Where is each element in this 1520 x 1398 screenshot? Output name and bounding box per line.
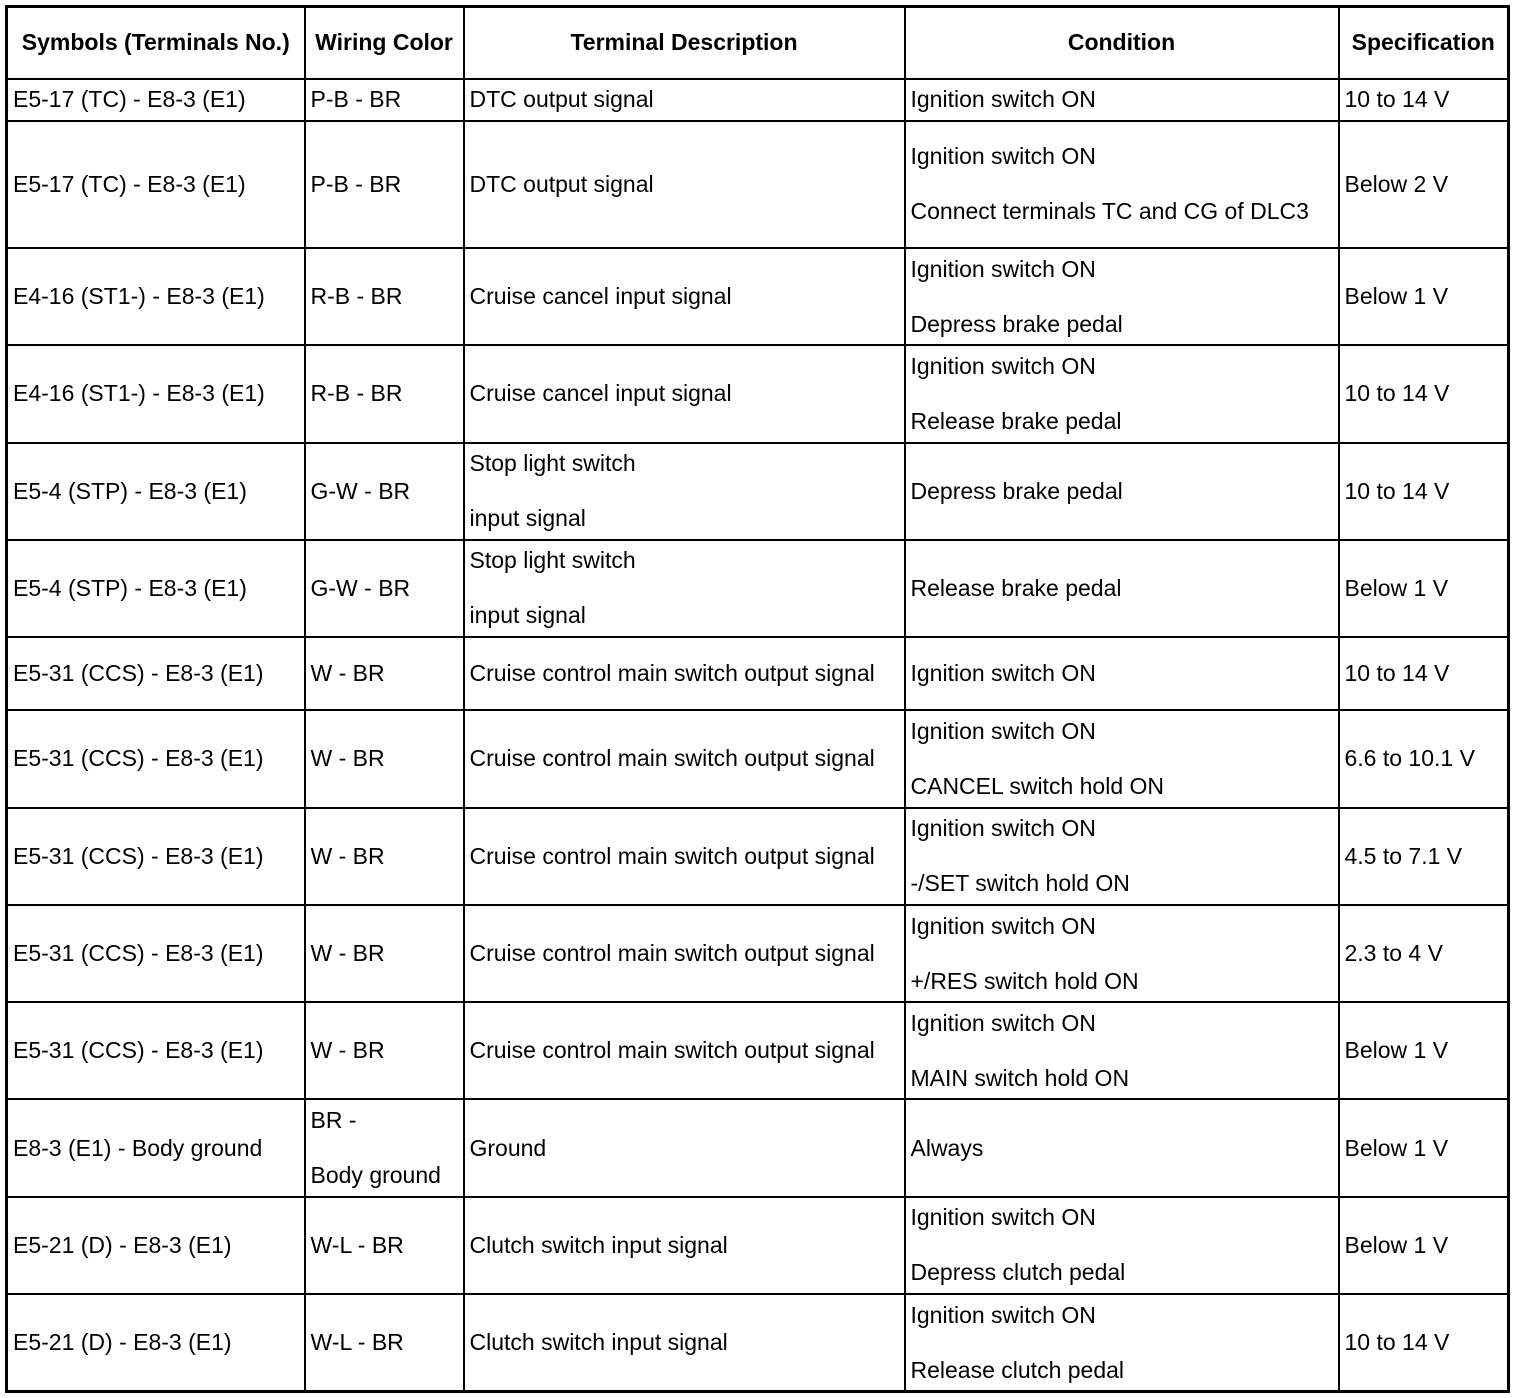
condition-line: Ignition switch ON [910,86,1096,113]
wiring-color-line: G-W - BR [310,477,411,504]
cell-terminal-description [464,637,905,710]
header-specification: Specification [1339,7,1509,79]
cell-wiring-color [305,808,464,905]
cell-condition [905,345,1339,442]
table-row [7,1099,1509,1196]
table-row [7,345,1509,442]
table-header [7,7,1509,79]
cell-specification: Below 1 V [1339,1099,1509,1196]
table-row [7,540,1509,637]
cell-specification: 2.3 to 4 V [1339,905,1509,1002]
cell-terminal-description [464,710,905,807]
terminal-description-line: Clutch switch input signal [469,1231,728,1258]
wiring-color-line: W - BR [310,1037,385,1064]
terminal-description-line: Cruise control main switch output signal [469,660,875,687]
table-row [7,1002,1509,1099]
cell-wiring-color [305,79,464,121]
cell-symbols: E5-17 (TC) - E8-3 (E1) [7,79,305,121]
table-row [7,1197,1509,1294]
cell-wiring-color [305,248,464,345]
terminal-description-line: input signal [469,602,586,629]
cell-symbols: E5-17 (TC) - E8-3 (E1) [7,121,305,248]
condition-line: Ignition switch ON [910,1301,1096,1328]
cell-condition [905,1197,1339,1294]
cell-wiring-color [305,1294,464,1391]
condition-line: Ignition switch ON [910,352,1096,379]
wiring-color-line: W - BR [310,940,385,967]
condition-line: Ignition switch ON [910,1204,1096,1231]
header-symbols: Symbols (Terminals No.) [7,7,305,79]
cell-specification: 10 to 14 V [1339,637,1509,710]
cell-specification: 10 to 14 V [1339,443,1509,540]
cell-condition [905,1099,1339,1196]
terminal-description-line: Stop light switch [469,547,636,574]
table-row [7,808,1509,905]
cell-specification: 10 to 14 V [1339,1294,1509,1391]
cell-wiring-color [305,1197,464,1294]
cell-condition [905,710,1339,807]
table-row [7,905,1509,1002]
header-condition: Condition [905,7,1339,79]
table-row [7,79,1509,121]
cell-specification: Below 1 V [1339,540,1509,637]
cell-specification: Below 1 V [1339,248,1509,345]
cell-condition [905,121,1339,248]
condition-line: Release brake pedal [910,407,1122,434]
cell-specification: 4.5 to 7.1 V [1339,808,1509,905]
condition-line: Depress clutch pedal [910,1259,1126,1286]
cell-terminal-description [464,808,905,905]
cell-terminal-description [464,905,905,1002]
cell-condition [905,637,1339,710]
cell-condition [905,905,1339,1002]
cell-specification: 10 to 14 V [1339,345,1509,442]
condition-line: Ignition switch ON [910,143,1096,170]
wiring-color-line: G-W - BR [310,574,411,601]
wiring-color-line: W-L - BR [310,1329,404,1356]
terminal-description-line: Cruise control main switch output signal [469,745,875,772]
cell-symbols: E4-16 (ST1-) - E8-3 (E1) [7,345,305,442]
cell-terminal-description [464,1002,905,1099]
table-row [7,637,1509,710]
condition-line: Ignition switch ON [910,912,1096,939]
cell-wiring-color [305,345,464,442]
cell-symbols: E4-16 (ST1-) - E8-3 (E1) [7,248,305,345]
table-row [7,248,1509,345]
cell-condition [905,1294,1339,1391]
terminal-description-line: Clutch switch input signal [469,1329,728,1356]
terminal-description-line: Stop light switch [469,450,636,477]
terminal-description-line: Cruise cancel input signal [469,283,732,310]
cell-symbols: E8-3 (E1) - Body ground [7,1099,305,1196]
wiring-color-line: Body ground [310,1162,441,1189]
header-row [7,7,1509,79]
cell-wiring-color [305,121,464,248]
terminal-description-line: Cruise control main switch output signal [469,1037,875,1064]
cell-wiring-color [305,905,464,1002]
header-terminal-description: Terminal Description [464,7,905,79]
wiring-color-line: BR - [310,1107,357,1134]
cell-symbols: E5-31 (CCS) - E8-3 (E1) [7,637,305,710]
wiring-color-line: W - BR [310,745,385,772]
condition-line: Ignition switch ON [910,815,1096,842]
cell-symbols: E5-31 (CCS) - E8-3 (E1) [7,1002,305,1099]
cell-terminal-description [464,345,905,442]
cell-wiring-color [305,443,464,540]
wiring-color-line: W-L - BR [310,1231,404,1258]
wiring-color-line: R-B - BR [310,380,403,407]
cell-condition [905,443,1339,540]
condition-line: Ignition switch ON [910,717,1096,744]
condition-line: CANCEL switch hold ON [910,772,1165,799]
cell-terminal-description [464,1197,905,1294]
cell-condition [905,1002,1339,1099]
header-wiring-color: Wiring Color [305,7,464,79]
wiring-color-line: P-B - BR [310,86,402,113]
condition-line: Ignition switch ON [910,660,1096,687]
wiring-color-line: R-B - BR [310,283,403,310]
condition-line: Depress brake pedal [910,477,1123,504]
terminal-description-line: DTC output signal [469,170,654,197]
terminal-description-line: Cruise control main switch output signal [469,842,875,869]
cell-specification: Below 1 V [1339,1197,1509,1294]
terminal-description-line: Cruise cancel input signal [469,380,732,407]
table-row [7,1294,1509,1391]
cell-terminal-description [464,443,905,540]
condition-line: Release clutch pedal [910,1356,1125,1383]
wiring-color-line: W - BR [310,660,385,687]
cell-symbols: E5-31 (CCS) - E8-3 (E1) [7,710,305,807]
cell-symbols: E5-31 (CCS) - E8-3 (E1) [7,808,305,905]
condition-line: Connect terminals TC and CG of DLC3 [910,198,1309,225]
cell-condition [905,540,1339,637]
cell-wiring-color [305,1099,464,1196]
cell-specification: 6.6 to 10.1 V [1339,710,1509,807]
table-body [7,79,1509,1392]
cell-symbols: E5-4 (STP) - E8-3 (E1) [7,443,305,540]
cell-wiring-color [305,710,464,807]
cell-condition [905,808,1339,905]
cell-condition [905,79,1339,121]
terminal-spec-table [5,5,1510,1393]
cell-wiring-color [305,637,464,710]
cell-symbols: E5-21 (D) - E8-3 (E1) [7,1294,305,1391]
terminal-description-line: DTC output signal [469,86,654,113]
condition-line: -/SET switch hold ON [910,870,1130,897]
table-row [7,443,1509,540]
cell-specification: Below 1 V [1339,1002,1509,1099]
condition-line: Depress brake pedal [910,310,1123,337]
condition-line: MAIN switch hold ON [910,1064,1130,1091]
cell-condition [905,248,1339,345]
cell-terminal-description [464,248,905,345]
cell-specification: Below 2 V [1339,121,1509,248]
cell-terminal-description [464,540,905,637]
wiring-color-line: P-B - BR [310,170,402,197]
condition-line: +/RES switch hold ON [910,967,1139,994]
cell-specification: 10 to 14 V [1339,79,1509,121]
cell-terminal-description [464,1099,905,1196]
condition-line: Ignition switch ON [910,255,1096,282]
cell-terminal-description [464,1294,905,1391]
cell-symbols: E5-31 (CCS) - E8-3 (E1) [7,905,305,1002]
table-row [7,121,1509,248]
condition-line: Ignition switch ON [910,1009,1096,1036]
terminal-description-line: input signal [469,505,586,532]
cell-symbols: E5-4 (STP) - E8-3 (E1) [7,540,305,637]
cell-terminal-description [464,121,905,248]
cell-wiring-color [305,540,464,637]
terminal-description-line: Ground [469,1134,547,1161]
cell-wiring-color [305,1002,464,1099]
cell-terminal-description [464,79,905,121]
cell-symbols: E5-21 (D) - E8-3 (E1) [7,1197,305,1294]
wiring-color-line: W - BR [310,842,385,869]
table-row [7,710,1509,807]
condition-line: Always [910,1134,984,1161]
condition-line: Release brake pedal [910,574,1122,601]
terminal-description-line: Cruise control main switch output signal [469,940,875,967]
